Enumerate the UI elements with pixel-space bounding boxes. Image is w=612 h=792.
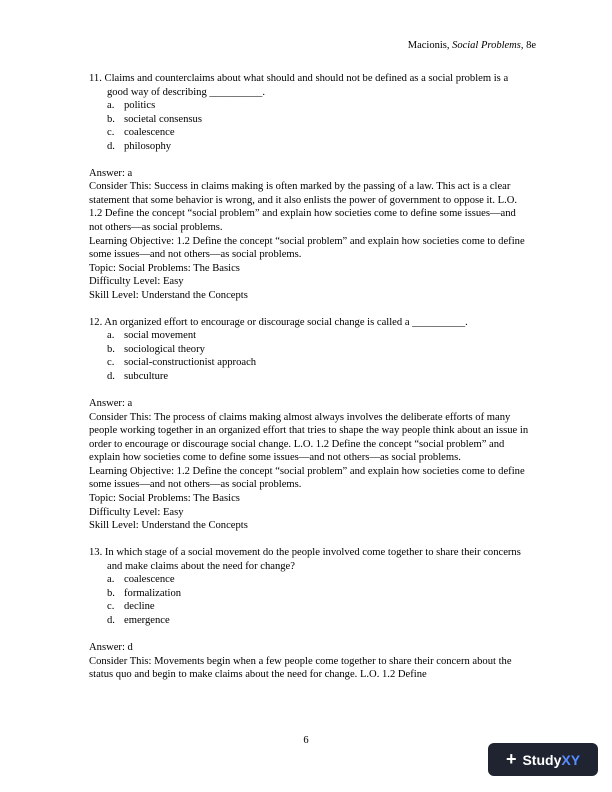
topic: Topic: Social Problems: The Basics: [89, 492, 240, 504]
option-text: coalescence: [124, 127, 175, 139]
option-a: [89, 329, 529, 343]
difficulty-level: Difficulty Level: Easy: [89, 506, 184, 518]
learning-objective: Learning Objective: 1.2 Define the concept “social problem” and explain how societies come to define some issues—and not others—as social problems.: [89, 235, 525, 261]
option-text: societal consensus: [124, 113, 202, 125]
option-c: [89, 600, 529, 614]
option-c: [89, 356, 529, 370]
option-text: social movement: [124, 330, 197, 342]
option-text: emergence: [124, 614, 170, 626]
option-text: decline: [124, 601, 155, 613]
answer-options: [89, 99, 529, 153]
header-edition: , 8e: [520, 40, 536, 51]
option-text: coalescence: [124, 574, 175, 586]
option-text: philosophy: [124, 140, 172, 152]
answer-options: [89, 329, 529, 383]
learning-objective: Learning Objective: 1.2 Define the concept “social problem” and explain how societies come to define some issues—and not others—as social problems.: [89, 465, 525, 491]
option-a: [89, 573, 529, 587]
option-letter: a.: [107, 574, 115, 586]
brand-suffix: XY: [561, 751, 581, 768]
option-letter: c.: [107, 127, 115, 139]
question-11: [89, 72, 529, 302]
answer-block: [89, 641, 529, 682]
option-letter: b.: [107, 587, 115, 599]
answer: Answer: a: [89, 398, 133, 410]
answer: Answer: d: [89, 641, 133, 653]
question-12: [89, 316, 529, 533]
consider-this: Consider This: The process of claims making almost always involves the deliberate efforts of many people working together in an organized effort that tries to shape the way people think about an issue in order to encourage or discourage social change. L.O. 1.2 Define the concept “social problem” and explain how societies come to define some issues—and not others—as social problems.: [89, 411, 529, 464]
page-header: [408, 39, 536, 52]
answer-block: [89, 397, 529, 532]
header-book-title: Social Problems: [452, 40, 521, 51]
option-letter: d.: [107, 614, 115, 626]
option-text: politics: [124, 100, 156, 112]
option-letter: d.: [107, 371, 115, 383]
option-letter: b.: [107, 343, 115, 355]
consider-this: Consider This: Success in claims making is often marked by the passing of a law. This act is a clear statement that some behavior is wrong, and it also enlists the power of government to oppose it. L.O. 1.2 Define the concept “social problem” and explain how societies come to define some issues—and not others—as social problems.: [89, 181, 518, 234]
option-text: subculture: [124, 371, 169, 383]
option-c: [89, 126, 529, 140]
option-text: formalization: [124, 587, 182, 599]
option-letter: a.: [107, 330, 115, 342]
answer-block: [89, 167, 529, 302]
option-letter: d.: [107, 140, 115, 152]
skill-level: Skill Level: Understand the Concepts: [89, 520, 248, 532]
question-stem: 12. An organized effort to encourage or discourage social change is called a __________.: [89, 316, 468, 328]
option-a: [89, 99, 529, 113]
question-13: [89, 546, 529, 681]
option-d: [89, 614, 529, 628]
question-stem: 13. In which stage of a social movement do the people involved come together to share their concerns and make claims about the need for change?: [89, 547, 521, 572]
option-text: sociological theory: [124, 343, 205, 355]
skill-level: Skill Level: Understand the Concepts: [89, 289, 248, 301]
page-number: 6: [303, 735, 309, 746]
consider-this: Consider This: Movements begin when a few people come together to share their concern about the status quo and begin to make claims about the need for change. L.O. 1.2 Define: [89, 655, 512, 681]
topic: Topic: Social Problems: The Basics: [89, 262, 240, 274]
option-letter: c.: [107, 357, 115, 369]
option-letter: a.: [107, 100, 115, 112]
option-letter: c.: [107, 601, 115, 613]
difficulty-level: Difficulty Level: Easy: [89, 276, 184, 288]
option-d: [89, 370, 529, 384]
brand-name: Study: [522, 751, 562, 768]
option-b: [89, 587, 529, 601]
studyxy-badge[interactable]: [488, 743, 598, 776]
option-d: [89, 140, 529, 154]
option-text: social-constructionist approach: [124, 357, 257, 369]
question-stem: 11. Claims and counterclaims about what should and should not be defined as a social problem is a good way of describing __________.: [89, 73, 509, 98]
page-content: [89, 72, 529, 682]
answer: Answer: a: [89, 167, 133, 179]
option-b: [89, 113, 529, 127]
option-b: [89, 343, 529, 357]
option-letter: b.: [107, 113, 115, 125]
header-author: Macionis,: [407, 40, 450, 51]
answer-options: [89, 573, 529, 627]
plus-icon: +: [505, 749, 517, 769]
